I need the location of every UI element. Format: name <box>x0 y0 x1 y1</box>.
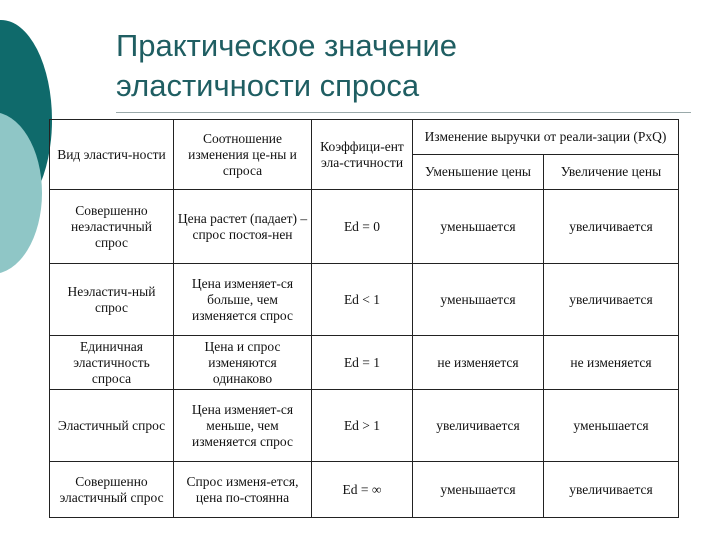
header-type: Вид эластич-ности <box>50 120 174 190</box>
cell-increase: увеличивается <box>544 190 679 264</box>
table-row <box>50 336 679 390</box>
cell-type: Неэластич-ный спрос <box>50 264 174 336</box>
cell-type: Совершенно неэластичный спрос <box>50 190 174 264</box>
cell-increase: уменьшается <box>544 390 679 462</box>
cell-ratio: Цена растет (падает) – спрос постоя-нен <box>174 190 312 264</box>
cell-decrease: увеличивается <box>413 390 544 462</box>
slide-title <box>116 26 676 106</box>
cell-coefficient: Ed = ∞ <box>312 462 413 518</box>
cell-ratio: Цена изменяет-ся меньше, чем изменяется спрос <box>174 390 312 462</box>
cell-increase: увеличивается <box>544 264 679 336</box>
cell-decrease: уменьшается <box>413 462 544 518</box>
cell-type: Эластичный спрос <box>50 390 174 462</box>
cell-coefficient: Ed < 1 <box>312 264 413 336</box>
cell-type: Совершенно эластичный спрос <box>50 462 174 518</box>
header-ratio: Соотношение изменения це-ны и спроса <box>174 120 312 190</box>
cell-coefficient: Ed > 1 <box>312 390 413 462</box>
slide-title-line-2: эластичности спроса <box>116 68 420 103</box>
cell-increase: увеличивается <box>544 462 679 518</box>
cell-increase: не изменяется <box>544 336 679 390</box>
cell-ratio: Спрос изменя-ется, цена по-стоянна <box>174 462 312 518</box>
cell-type: Единичная эластичность спроса <box>50 336 174 390</box>
title-divider <box>116 112 691 113</box>
cell-ratio: Цена и спрос изменяются одинаково <box>174 336 312 390</box>
table-row <box>50 190 679 264</box>
table-row <box>50 462 679 518</box>
cell-decrease: не изменяется <box>413 336 544 390</box>
header-decrease: Уменьшение цены <box>413 155 544 190</box>
table-header-row <box>50 120 679 155</box>
header-increase: Увеличение цены <box>544 155 679 190</box>
header-coefficient: Коэффици-ент эла-стичности <box>312 120 413 190</box>
cell-coefficient: Ed = 1 <box>312 336 413 390</box>
cell-ratio: Цена изменяет-ся больше, чем изменяется спрос <box>174 264 312 336</box>
cell-coefficient: Ed = 0 <box>312 190 413 264</box>
cell-decrease: уменьшается <box>413 264 544 336</box>
table-row <box>50 264 679 336</box>
elasticity-table <box>49 119 679 518</box>
table-row <box>50 390 679 462</box>
slide-title-line-1: Практическое значение <box>116 28 458 63</box>
header-revenue: Изменение выручки от реали-зации (PxQ) <box>413 120 679 155</box>
cell-decrease: уменьшается <box>413 190 544 264</box>
